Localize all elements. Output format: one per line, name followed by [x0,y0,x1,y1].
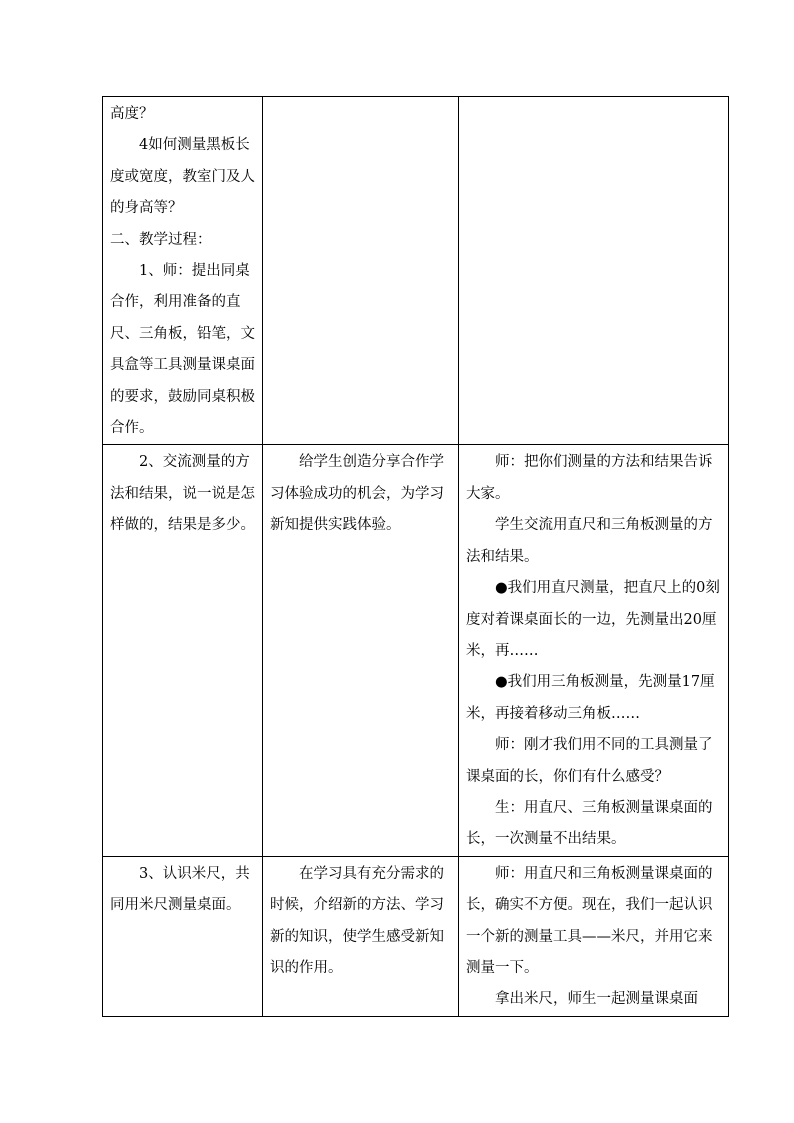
paragraph: 给学生创造分享合作学习体验成功的机会，为学习新知提供实践体验。 [270,454,444,534]
teaching-activity-cell [459,856,729,1016]
paragraph: 师：用直尺和三角板测量课桌面的长，确实不方便。现在，我们一起认识一个新的测量工具——米尺，并用它来测量一下。 [466,865,713,976]
teaching-activity-cell [459,445,729,856]
paragraph: 师：刚才我们用不同的工具测量了课桌面的长，你们有什么感受？ [466,737,713,785]
teaching-content-cell [103,97,263,445]
paragraph: 生：用直尺、三角板测量课桌面的长，一次测量不出结果。 [466,799,713,848]
paragraph: 3、认识米尺，共同用米尺测量桌面。 [110,865,250,914]
table-row [103,97,729,445]
table-row [103,856,729,1016]
design-intent-cell [263,856,459,1016]
paragraph: 4如何测量黑板长度或宽度，教室门及人的身高等？ [110,137,255,217]
teaching-content-cell [103,856,263,1016]
paragraph: 学生交流用直尺和三角板测量的方法和结果。 [466,517,713,565]
section-heading: 二、教学过程： [110,231,212,248]
lesson-plan-table [102,96,729,1017]
paragraph: 师：把你们测量的方法和结果告诉大家。 [466,454,713,502]
design-intent-cell [263,445,459,856]
paragraph: 在学习具有充分需求的时候，介绍新的方法、学习新的知识，使学生感受新知识的作用。 [270,865,444,976]
paragraph: 拿出米尺，师生一起测量课桌面 [495,991,698,1008]
paragraph: 高度？ [110,106,154,122]
paragraph: 2、交流测量的方法和结果，说一说是怎样做的，结果是多少。 [110,454,255,534]
paragraph: ●我们用直尺测量，把直尺上的0刻度对着课桌面长的一边，先测量出20厘米，再…… [466,580,720,659]
table-row [103,445,729,856]
cell-content [466,859,721,1016]
design-intent-cell [263,97,459,445]
paragraph: ●我们用三角板测量，先测量17厘米，再接着移动三角板…… [466,674,715,722]
teaching-activity-cell [459,97,729,445]
paragraph: 1、师：提出同桌合作，利用准备的直尺、三角板，铅笔，文具盒等工具测量课桌面的要求，鼓励同桌积极合作。 [110,263,255,437]
teaching-content-cell [103,445,263,856]
